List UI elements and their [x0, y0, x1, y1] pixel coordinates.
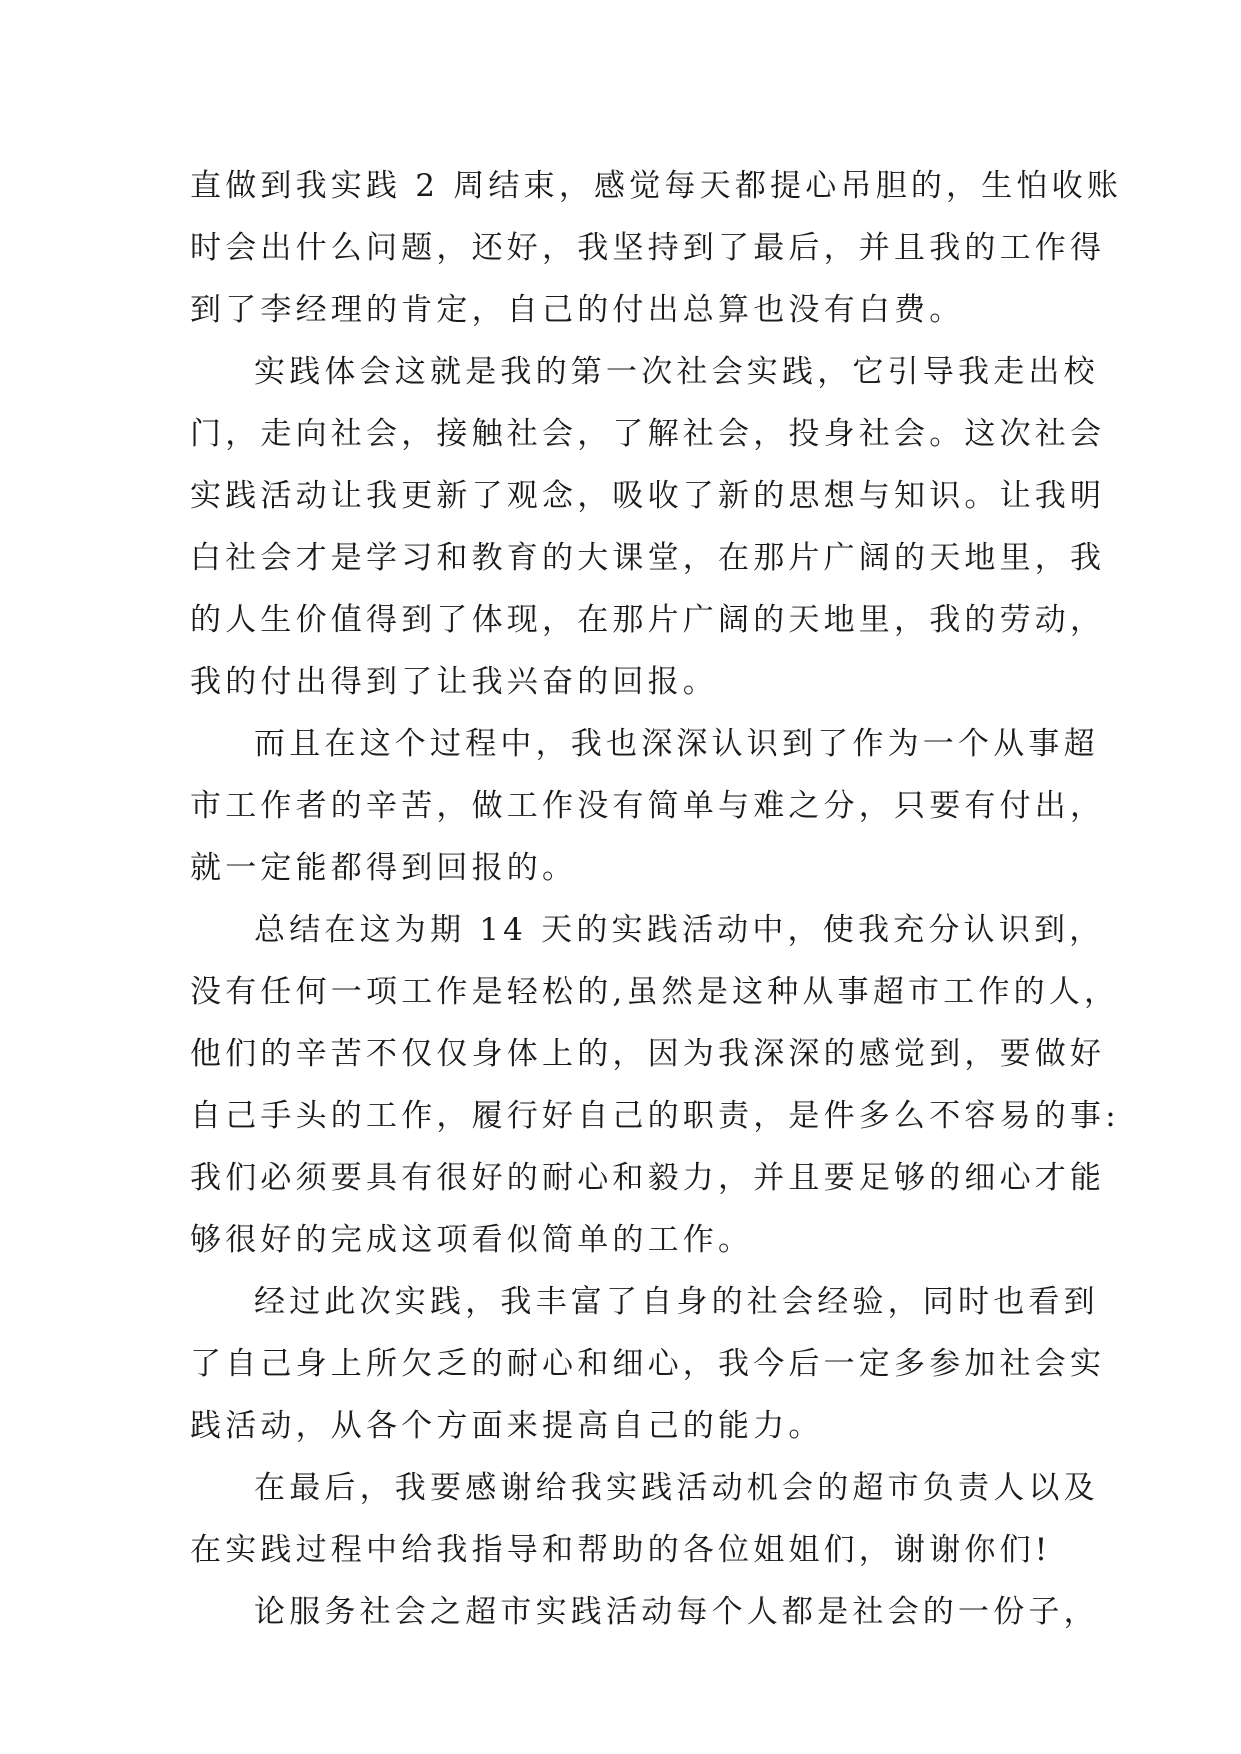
paragraph-first-line: 论服务社会之超市实践活动每个人都是社会的一份子， [254, 1594, 1099, 1630]
text-line: 了自己身上所欠乏的耐心和细心，我今后一定多参加社会实 [190, 1346, 1106, 1382]
text-line: 就一定能都得到回报的。 [190, 850, 578, 886]
text-line: 白社会才是学习和教育的大课堂，在那片广阔的天地里，我 [190, 540, 1106, 576]
text-line: 我们必须要具有很好的耐心和毅力，并且要足够的细心才能 [190, 1160, 1106, 1196]
text-line: 直做到我实践 2 周结束，感觉每天都提心吊胆的，生怕收账 [190, 168, 1123, 204]
text-line: 时会出什么问题，还好，我坚持到了最后，并且我的工作得 [190, 230, 1106, 266]
text-line: 够很好的完成这项看似简单的工作。 [190, 1222, 754, 1258]
text-line: 的人生价值得到了体现，在那片广阔的天地里，我的劳动， [190, 602, 1106, 638]
paragraph-first-line: 总结在这为期 14 天的实践活动中，使我充分认识到， [254, 912, 1105, 948]
paragraph-first-line: 而且在这个过程中，我也深深认识到了作为一个从事超 [254, 726, 1099, 762]
text-line: 市工作者的辛苦，做工作没有简单与难之分，只要有付出， [190, 788, 1106, 824]
text-line: 我的付出得到了让我兴奋的回报。 [190, 664, 718, 700]
paragraph-first-line: 在最后，我要感谢给我实践活动机会的超市负责人以及 [254, 1470, 1099, 1506]
text-line: 在实践过程中给我指导和帮助的各位姐姐们，谢谢你们! [190, 1532, 1052, 1568]
paragraph-first-line: 实践体会这就是我的第一次社会实践，它引导我走出校 [254, 354, 1099, 390]
text-line: 他们的辛苦不仅仅身体上的，因为我深深的感觉到，要做好 [190, 1036, 1106, 1072]
text-line: 到了李经理的肯定，自己的付出总算也没有白费。 [190, 292, 965, 328]
text-line: 门，走向社会，接触社会，了解社会，投身社会。这次社会 [190, 416, 1106, 452]
text-line: 实践活动让我更新了观念，吸收了新的思想与知识。让我明 [190, 478, 1106, 514]
paragraph-first-line: 经过此次实践，我丰富了自身的社会经验，同时也看到 [254, 1284, 1099, 1320]
text-line: 没有任何一项工作是轻松的,虽然是这种从事超市工作的人， [190, 974, 1120, 1010]
text-line: 自己手头的工作，履行好自己的职责，是件多么不容易的事: [190, 1098, 1120, 1134]
text-line: 践活动，从各个方面来提高自己的能力。 [190, 1408, 824, 1444]
